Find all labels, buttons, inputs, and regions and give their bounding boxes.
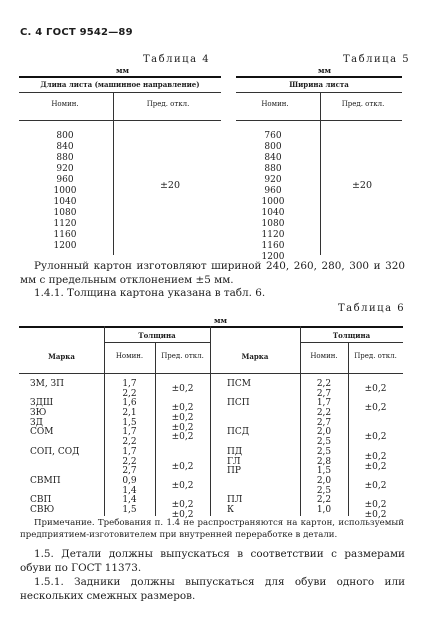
paragraph-details-sizes: 1.5. Детали должны выпускаться в соответствии с размерами обуви по ГОСТ 11373. (20, 548, 405, 574)
table5-value: 760 (264, 131, 282, 141)
table4-value: 840 (56, 142, 74, 152)
table5-caption: Таблица 5 (343, 54, 411, 65)
table6-right-nom: 2,2 (316, 408, 332, 419)
table6-right-nom: 2,8 (316, 456, 332, 467)
table5-value: 920 (264, 175, 282, 185)
table6-right-dev: ±0,2 (364, 384, 387, 394)
table6-right-nom: 2,5 (316, 437, 332, 448)
table6-left-mark: СВЮ (30, 504, 55, 515)
table4-value: 1080 (53, 208, 77, 218)
table4-col-divider (113, 92, 114, 255)
table6-left-dev: ±0,2 (171, 480, 194, 491)
table6-left-marks (30, 380, 102, 516)
paragraph-roll-width: Рулонный картон изготовляют шириной 240, 260, 280, 300 и 320 мм с предельным отклонением ±5 мм. (20, 260, 405, 286)
table6-col-dev-right: Пред. откл. (354, 352, 397, 360)
table6-left-dev: ±0,2 (171, 461, 194, 472)
table5-value: 1120 (261, 230, 285, 240)
table6-left-dev: ±0,2 (171, 413, 194, 424)
table6-header-rule (19, 373, 403, 374)
table5-value: 840 (264, 153, 282, 163)
table6-left-dev: ±0,2 (171, 432, 194, 443)
table4-group-header: Длина листа (машинное направление) (40, 80, 200, 89)
table6-right-mark: ПД (227, 446, 243, 457)
table5-value: 1200 (261, 252, 285, 262)
table6-right-mark: ПР (227, 466, 241, 477)
table6-left-dev: ±0,2 (171, 422, 194, 433)
table6-right-mark (227, 409, 299, 419)
table6-left-mark: СВП (30, 495, 52, 506)
table6-right-mark: ПСМ (227, 379, 251, 389)
table6-left-nom: 1,4 (122, 485, 137, 496)
table6-right-nom: 2,7 (316, 388, 332, 399)
table6-right-dev (348, 414, 403, 424)
table6-right-subrule (300, 342, 403, 343)
table6-right-nom: 2,7 (316, 417, 332, 428)
table6-left-dev: ±0,2 (171, 500, 194, 511)
table4-deviation: ±20 (159, 180, 181, 191)
table6-left-dev: ±0,2 (171, 384, 194, 394)
table6-left-mark: СВМП (30, 475, 61, 486)
table5-col-dev: Пред. откл. (341, 100, 385, 108)
table6-left-nom: 2,2 (122, 456, 137, 467)
table4-rule (19, 92, 221, 93)
table5-col-nom: Номин. (261, 100, 289, 108)
table5-value: 1160 (261, 241, 285, 251)
table6-left-nom: 2,1 (122, 408, 137, 419)
table6-col-thick-right: Толщина (332, 331, 371, 340)
table4-value: 1120 (53, 219, 77, 229)
table6-right-nom: 2,2 (316, 495, 332, 506)
table5-nominal-values (248, 131, 298, 263)
table4-unit: мм (116, 66, 130, 75)
table6-right-nom: 2,2 (316, 379, 332, 389)
paragraph-counters: 1.5.1. Задники должны выпускаться для обуви одного или нескольких смежных размеров. (20, 576, 405, 602)
table6-right-dev: ±0,2 (364, 403, 387, 414)
table6-top-rule (19, 326, 403, 328)
table6-right-dev: ±0,2 (364, 451, 387, 462)
table6-right-dev: ±0,2 (364, 500, 387, 511)
table6-left-nom: 1,4 (122, 495, 137, 506)
table4-value: 920 (56, 164, 74, 174)
table6-col-nom-left: Номин. (115, 352, 144, 360)
table6-right-nom: 1,7 (316, 398, 332, 409)
table6-right-mark: К (227, 504, 234, 515)
table6-left-subrule (104, 342, 210, 343)
table5-unit: мм (318, 66, 332, 75)
table6-right-marks (227, 380, 299, 516)
table5-top-rule (236, 76, 402, 78)
table4-caption: Таблица 4 (143, 54, 211, 65)
table4-value: 960 (56, 175, 74, 185)
table6-left-nom: 1,7 (122, 427, 137, 438)
table5-col-divider (320, 92, 321, 255)
table6-left-nom: 2,7 (122, 466, 137, 477)
table6-left-nom: 1,5 (122, 417, 137, 428)
table4-value: 880 (56, 153, 74, 163)
table6-right-nom: 2,0 (316, 427, 332, 438)
table5-value: 1000 (261, 197, 285, 207)
table5-deviation: ±20 (351, 180, 373, 191)
table6-right-dev: ±0,2 (364, 432, 387, 443)
table6-left-nom: 1,5 (122, 504, 137, 515)
table6-right-mark: ПСД (227, 427, 250, 438)
table6-left-mark: ЗД (30, 417, 43, 428)
table6-note: Примечание. Требования п. 1.4 не распространяются на картон, используемый предприятием-изготовителем при внутренней переработке в детали. (20, 518, 404, 540)
table5-value: 960 (264, 186, 282, 196)
table6-col-nom-right: Номин. (310, 352, 338, 360)
table6-left-nom: 1,7 (122, 379, 137, 389)
table5-header-rule (236, 120, 402, 121)
table4-value: 1040 (53, 197, 77, 207)
table6-right-dev: ±0,2 (364, 461, 387, 472)
table4-nominal-values (40, 131, 90, 252)
page-header: С. 4 ГОСТ 9542—89 (20, 27, 133, 38)
table6-right-mark: ГЛ (227, 456, 241, 467)
table6-left-mark: ЗДШ (30, 398, 54, 409)
table6-left-dev: ±0,2 (171, 509, 194, 520)
table6-left-deviation (155, 385, 210, 521)
table6-right-dev: ±0,2 (364, 509, 387, 520)
table4-value: 1160 (53, 230, 77, 240)
table6-right-mark: ПСП (227, 398, 250, 409)
table6-left-nominal (104, 380, 155, 516)
table6-left-nom: 2,2 (122, 388, 137, 399)
table6-right-mark: ПЛ (227, 495, 243, 506)
table6-caption: Таблица 6 (338, 303, 406, 314)
table6-right-nominal (300, 380, 348, 516)
table4-col-nom: Номин. (51, 100, 79, 108)
table6-col-thick-left: Толщина (138, 331, 176, 340)
table6-left-nom: 1,7 (122, 446, 137, 457)
table6-left-nom: 0,9 (122, 475, 137, 486)
table6-right-nom: 1,0 (316, 504, 332, 515)
table6-right-nom: 2,0 (316, 475, 332, 486)
table4-value: 1200 (53, 241, 77, 251)
paragraph-thickness-ref: 1.4.1. Толщина картона указана в табл. 6. (34, 287, 266, 299)
table6-unit: мм (214, 316, 228, 325)
table6-left-dev (155, 443, 210, 453)
table6-right-mark (227, 477, 299, 487)
table5-group-header: Ширина листа (289, 80, 349, 89)
table6-left-mark (30, 458, 102, 468)
table6-left-nom: 1,6 (122, 398, 137, 409)
table5-value: 800 (264, 142, 282, 152)
table6-right-nom: 2,5 (316, 485, 332, 496)
table6-col-mark-left: Марка (48, 352, 75, 361)
table6-right-nom: 1,5 (316, 466, 332, 477)
table4-value: 1000 (53, 186, 77, 196)
table6-left-mark: ЗЮ (30, 408, 47, 419)
table6-right-dev: ±0,2 (364, 480, 387, 491)
table6-left-mark: СОМ (30, 427, 54, 438)
table4-header-rule (19, 120, 221, 121)
table5-rule (236, 92, 402, 93)
table4-col-dev: Пред. откл. (146, 100, 190, 108)
table5-value: 1080 (261, 219, 285, 229)
table6-right-nom: 2,5 (316, 446, 332, 457)
table6-left-nom: 2,2 (122, 437, 137, 448)
table6-left-mark: СОП, СОД (30, 446, 80, 457)
table6-left-dev: ±0,2 (171, 403, 194, 414)
table6-right-deviation (348, 385, 403, 521)
table6-left-mark: ЗМ, ЗП (30, 379, 65, 389)
table4-value: 800 (56, 131, 74, 141)
table6-col-mark-right: Марка (241, 352, 269, 361)
table6-col-dev-left: Пред. откл. (161, 352, 204, 360)
table4-top-rule (19, 76, 221, 78)
table5-value: 1040 (261, 208, 285, 218)
table5-value: 880 (264, 164, 282, 174)
